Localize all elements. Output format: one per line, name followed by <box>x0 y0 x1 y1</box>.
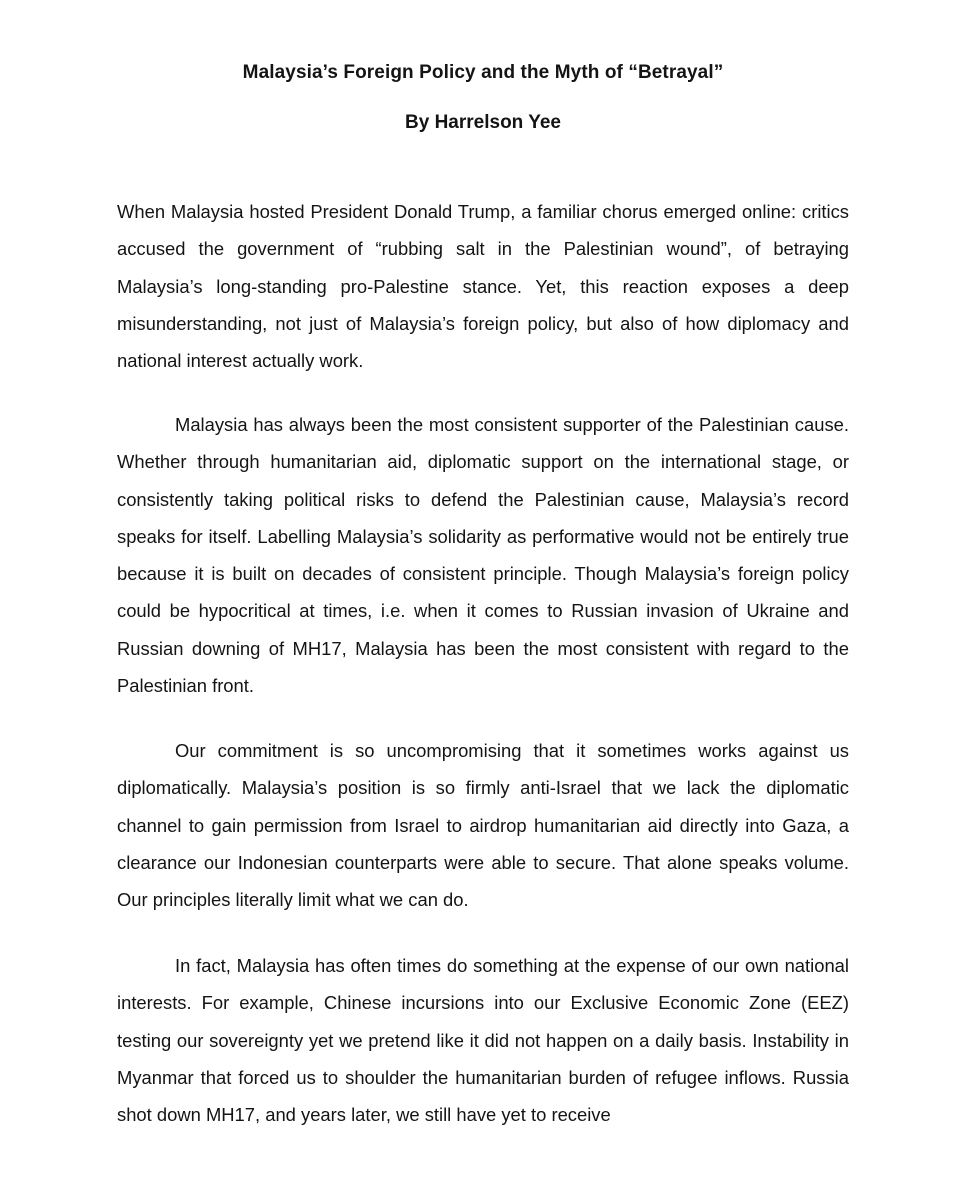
paragraph-3: Our commitment is so uncompromising that it sometimes works against us diplomatically. Malaysia’s position is so firmly anti-Israel that we lack the diplomatic channel to gain permission from Israel to airdrop humanitarian aid directly into Gaza, a clearance our Indonesian counterparts were able to secure. That alone speaks volume. Our principles literally limit what we can do. <box>117 740 849 911</box>
author-byline: By Harrelson Yee <box>405 112 561 133</box>
paragraph-2: Malaysia has always been the most consistent supporter of the Palestinian cause. Whether through humanitarian aid, diplomatic support on the international stage, or consistently taking political risks to defend the Palestinian cause, Malaysia’s record speaks for itself. Labelling Malaysia’s solidarity as performative would not be entirely true because it is built on decades of consistent principle. Though Malaysia’s foreign policy could be hypocritical at times, i.e. when it comes to Russian invasion of Ukraine and Russian downing of MH17, Malaysia has been the most consistent with regard to the Palestinian front. <box>117 414 849 697</box>
paragraph-1: When Malaysia hosted President Donald Trump, a familiar chorus emerged online: critics accused the government of “rubbing salt in the Palestinian wound”, of betraying Malaysia’s long-standing pro-Palestine stance. Yet, this reaction exposes a deep misunderstanding, not just of Malaysia’s foreign policy, but also of how diplomacy and national interest actually work. <box>117 201 849 372</box>
document-title: Malaysia’s Foreign Policy and the Myth of “Betrayal” <box>242 62 724 83</box>
paragraph-4: In fact, Malaysia has often times do something at the expense of our own national interests. For example, Chinese incursions into our Exclusive Economic Zone (EEZ) testing our sovereignty yet we pretend like it did not happen on a daily basis. Instability in Myanmar that forced us to shoulder the humanitarian burden of refugee inflows. Russia shot down MH17, and years later, we still have yet to receive <box>117 955 849 1126</box>
